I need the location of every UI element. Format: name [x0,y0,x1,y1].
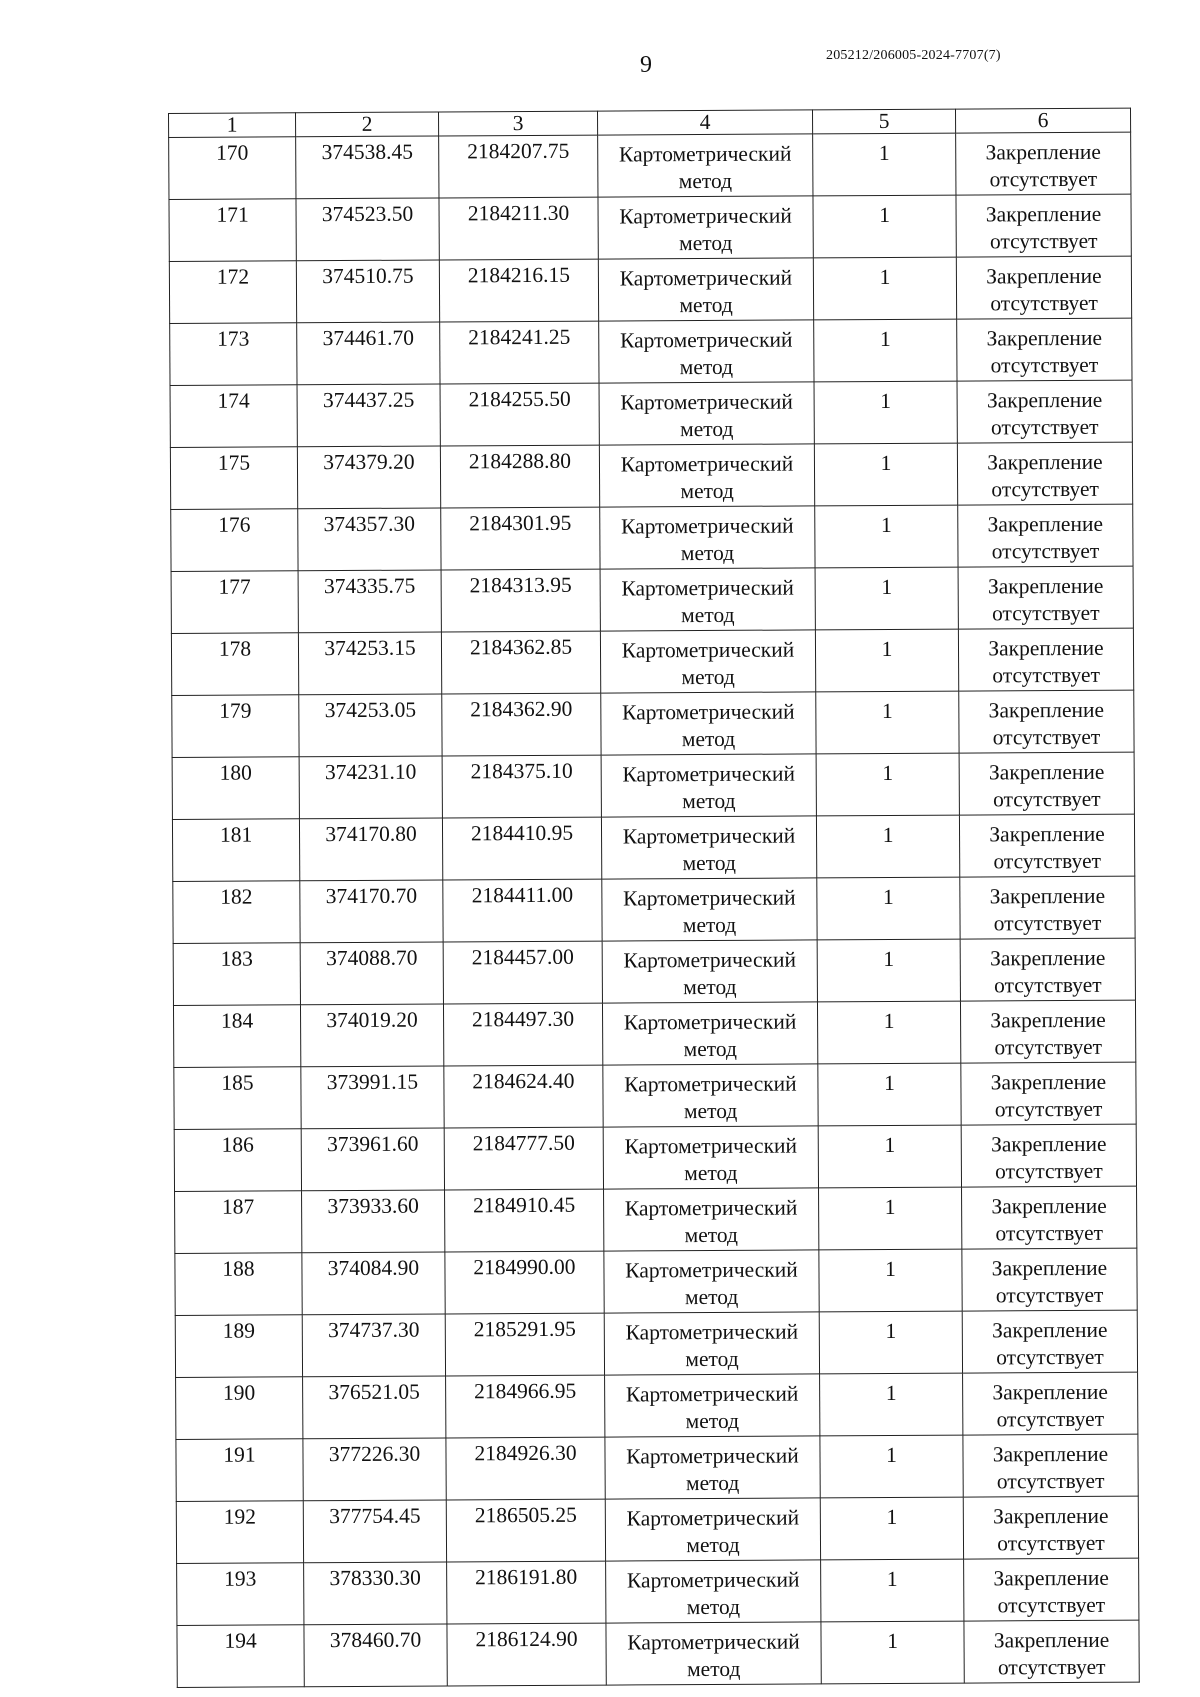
fixation-line-2: отсутствует [997,1530,1105,1556]
method-line-1: Картометрический [624,1071,797,1097]
method-line-2: метод [680,540,735,566]
fixation-line-2: отсутствует [996,1406,1105,1432]
coordinate-y: 2184211.30 [439,197,598,260]
fixation-cell [963,1372,1138,1435]
table-row [173,938,1135,1005]
coordinate-x: 374379.20 [297,446,440,509]
coordinate-x: 374088.70 [300,942,443,1005]
column-header-6: 6 [955,108,1130,133]
fixation-cell [960,876,1135,939]
accuracy-value: 1 [815,505,958,568]
column-header-3: 3 [438,111,597,136]
fixation-cell [962,1248,1137,1311]
coordinate-x: 374523.50 [296,198,439,261]
fixation-line-1: Закрепление [986,387,1103,413]
coordinate-y: 2184410.95 [442,817,601,880]
fixation-cell [960,938,1135,1001]
method-cell [602,878,817,941]
fixation-line-1: Закрепление [987,449,1103,475]
point-number: 190 [176,1377,303,1440]
fixation-line-1: Закрепление [987,573,1104,599]
method-line-2: метод [678,168,733,194]
table-row [176,1372,1138,1439]
method-cell [605,1498,820,1561]
accuracy-value: 1 [814,319,957,382]
method-cell [600,630,815,693]
fixation-line-1: Закрепление [991,1255,1108,1281]
method-cell [601,754,816,817]
accuracy-value: 1 [816,691,959,754]
coordinate-x: 374253.05 [299,694,442,757]
fixation-line-1: Закрепление [992,1379,1108,1405]
method-line-2: метод [685,1470,740,1496]
coordinate-y: 2184301.95 [441,507,600,570]
method-line-2: метод [683,1036,737,1062]
accuracy-value: 1 [817,877,960,940]
accuracy-value: 1 [813,195,956,258]
point-number: 181 [172,819,299,882]
method-cell [606,1560,821,1623]
accuracy-value: 1 [819,1311,962,1374]
method-cell [604,1188,819,1251]
method-line-1: Картометрический [622,699,795,725]
method-line-1: Картометрический [619,265,793,291]
method-cell [598,134,813,197]
fixation-line-2: отсутствует [997,1592,1106,1618]
fixation-cell [960,1000,1135,1063]
method-line-2: метод [680,478,734,504]
point-number: 183 [173,943,300,1006]
accuracy-value: 1 [816,815,959,878]
accuracy-value: 1 [819,1249,962,1312]
fixation-line-2: отсутствует [997,1654,1106,1680]
table-row [173,1000,1135,1067]
fixation-line-2: отсутствует [995,1220,1104,1246]
method-line-2: метод [682,912,737,938]
point-number: 174 [170,385,297,448]
fixation-line-1: Закрепление [993,1627,1110,1653]
method-line-1: Картометрический [619,203,792,229]
column-header-1: 1 [169,113,296,138]
coordinate-y: 2184362.85 [441,631,600,694]
accuracy-value: 1 [818,1063,961,1126]
method-line-2: метод [686,1594,741,1620]
method-line-2: метод [685,1346,739,1372]
fixation-line-2: отсутствует [989,166,1098,192]
method-cell [601,692,816,755]
table-row [177,1620,1139,1687]
coordinate-y: 2184777.50 [444,1127,603,1190]
table-row [176,1434,1138,1501]
fixation-line-2: отсутствует [990,414,1099,440]
fixation-cell [962,1310,1137,1373]
fixation-line-2: отсутствует [996,1344,1104,1370]
fixation-line-1: Закрепление [992,1441,1109,1467]
fixation-cell [964,1558,1139,1621]
coordinate-x: 374737.30 [302,1314,445,1377]
method-cell [603,1064,818,1127]
coordinate-y: 2184926.30 [446,1437,605,1500]
table-row [170,442,1132,509]
method-line-2: метод [683,974,737,1000]
coordinate-y: 2184966.95 [446,1375,605,1438]
point-number: 170 [169,137,296,200]
fixation-line-1: Закрепление [991,1131,1107,1157]
method-line-1: Картометрический [626,1443,799,1469]
method-line-2: метод [683,1098,738,1124]
fixation-line-1: Закрепление [987,511,1104,537]
fixation-line-2: отсутствует [991,538,1100,564]
coordinate-x: 378460.70 [304,1624,447,1687]
coordinate-x: 374231.10 [299,756,442,819]
fixation-line-2: отсутствует [992,786,1101,812]
method-cell [600,568,815,631]
coordinate-y: 2184910.45 [445,1189,604,1252]
fixation-cell [957,442,1132,505]
point-number: 188 [175,1253,302,1316]
table-row [172,814,1134,881]
fixation-line-2: отсутствует [991,476,1099,502]
column-header-5: 5 [812,109,955,134]
fixation-cell [963,1434,1138,1497]
point-number: 176 [171,509,298,572]
coordinate-y: 2184624.40 [444,1065,603,1128]
table-row [172,752,1134,819]
coordinate-y: 2186124.90 [447,1623,606,1686]
coordinate-y: 2184207.75 [439,135,598,198]
fixation-line-1: Закрепление [990,1007,1106,1033]
coordinate-y: 2186505.25 [446,1499,605,1562]
table-body [169,132,1140,1687]
table-row [176,1496,1138,1563]
fixation-cell [959,752,1134,815]
table-row [171,566,1133,633]
table-row [174,1124,1136,1191]
table-row [169,256,1131,323]
table-row [175,1186,1137,1253]
table-row [177,1558,1139,1625]
coordinate-x: 374170.70 [300,880,443,943]
point-number: 175 [170,447,297,510]
fixation-line-2: отсутствует [993,910,1102,936]
method-line-2: метод [679,354,734,380]
fixation-line-1: Закрепление [986,263,1102,289]
coordinate-x: 374335.75 [298,570,441,633]
point-number: 171 [169,199,296,262]
coordinate-y: 2184497.30 [443,1003,602,1066]
fixation-line-2: отсутствует [994,1034,1103,1060]
fixation-cell [958,566,1133,629]
fixation-line-1: Закрепление [988,635,1104,661]
method-line-2: метод [679,292,733,318]
table-row [169,132,1131,199]
method-cell [604,1250,819,1313]
method-cell [602,940,817,1003]
fixation-line-1: Закрепление [989,883,1106,909]
method-cell [605,1374,820,1437]
method-cell [604,1312,819,1375]
fixation-line-1: Закрепление [985,139,1101,165]
method-line-1: Картометрический [625,1319,799,1345]
method-line-2: метод [682,850,736,876]
point-number: 193 [177,1563,304,1626]
column-header-4: 4 [597,110,812,135]
fixation-line-2: отсутствует [994,972,1102,998]
fixation-cell [961,1062,1136,1125]
coordinate-x: 374437.25 [297,384,440,447]
coordinate-y: 2184313.95 [441,569,600,632]
fixation-cell [956,256,1131,319]
fixation-line-2: отсутствует [989,228,1098,254]
coordinates-table [168,108,1140,1688]
table-row [175,1248,1137,1315]
fixation-line-1: Закрепление [993,1565,1109,1591]
coordinate-x: 374461.70 [297,322,440,385]
fixation-line-1: Закрепление [986,325,1103,351]
method-cell [602,1002,817,1065]
table-row [172,690,1134,757]
method-line-2: метод [681,602,735,628]
fixation-line-2: отсутствует [994,1096,1103,1122]
method-line-1: Картометрический [621,575,794,601]
method-line-1: Картометрический [619,327,793,353]
method-line-1: Картометрический [620,513,794,539]
coordinate-y: 2184255.50 [440,383,599,446]
document-reference: 205212/206005-2024-7707(7) [826,48,1001,63]
method-cell [599,320,814,383]
coordinate-y: 2184241.25 [440,321,599,384]
fixation-line-2: отсутствует [992,662,1101,688]
method-line-2: метод [684,1284,739,1310]
method-line-2: метод [681,726,736,752]
fixation-cell [963,1496,1138,1559]
accuracy-value: 1 [820,1373,963,1436]
fixation-line-2: отсутствует [991,600,1100,626]
accuracy-value: 1 [813,133,956,196]
accuracy-value: 1 [815,629,958,692]
coordinate-y: 2185291.95 [445,1313,604,1376]
fixation-cell [957,380,1132,443]
method-line-2: метод [680,416,734,442]
coordinate-y: 2184457.00 [443,941,602,1004]
coordinate-x: 373961.60 [301,1128,444,1191]
table-row [171,504,1133,571]
method-line-2: метод [684,1222,739,1248]
point-number: 180 [172,757,299,820]
accuracy-value: 1 [814,443,957,506]
coordinate-x: 374357.30 [298,508,441,571]
coordinate-x: 374253.15 [298,632,441,695]
fixation-cell [956,132,1131,195]
column-header-2: 2 [296,112,439,137]
method-line-2: метод [681,664,735,690]
fixation-line-2: отсутствует [993,848,1102,874]
accuracy-value: 1 [813,257,956,320]
method-line-1: Картометрический [624,1133,798,1159]
fixation-line-1: Закрепление [992,1317,1108,1343]
fixation-line-2: отсутствует [990,290,1098,316]
method-line-1: Картометрический [626,1505,800,1531]
method-cell [605,1436,820,1499]
point-number: 191 [176,1439,303,1502]
fixation-cell [957,318,1132,381]
point-number: 173 [170,323,297,386]
coordinate-y: 2184362.90 [442,693,601,756]
method-cell [599,382,814,445]
point-number: 179 [172,695,299,758]
point-number: 194 [177,1625,304,1688]
table-row [175,1310,1137,1377]
coordinate-x: 374510.75 [296,260,439,323]
table-row [170,380,1132,447]
accuracy-value: 1 [817,939,960,1002]
method-line-1: Картометрический [621,637,795,663]
point-number: 187 [175,1191,302,1254]
accuracy-value: 1 [815,567,958,630]
point-number: 192 [176,1501,303,1564]
coordinate-y: 2184375.10 [442,755,601,818]
accuracy-value: 1 [819,1187,962,1250]
table-row [173,876,1135,943]
method-line-1: Картометрический [622,823,796,849]
fixation-cell [964,1620,1139,1683]
point-number: 182 [173,881,300,944]
coordinate-x: 378330.30 [304,1562,447,1625]
page-number: 9 [640,52,652,78]
method-cell [603,1126,818,1189]
fixation-line-1: Закрепление [989,821,1105,847]
table-row [169,194,1131,261]
accuracy-value: 1 [818,1125,961,1188]
coordinate-y: 2184288.80 [440,445,599,508]
method-line-1: Картометрический [620,389,793,415]
point-number: 172 [169,261,296,324]
method-line-1: Картометрический [623,1009,797,1035]
coordinate-y: 2184990.00 [445,1251,604,1314]
point-number: 185 [174,1067,301,1130]
fixation-cell [958,628,1133,691]
method-cell [599,444,814,507]
coordinate-y: 2184216.15 [439,259,598,322]
method-line-2: метод [678,230,733,256]
method-line-1: Картометрический [627,1629,800,1655]
coordinate-x: 374084.90 [302,1252,445,1315]
fixation-line-2: отсутствует [995,1158,1103,1184]
point-number: 186 [174,1129,301,1192]
method-cell [598,258,813,321]
accuracy-value: 1 [817,1001,960,1064]
method-line-1: Картометрический [620,451,794,477]
coordinate-x: 373933.60 [302,1190,445,1253]
fixation-line-1: Закрепление [989,945,1106,971]
fixation-line-1: Закрепление [988,759,1105,785]
coordinate-x: 374019.20 [300,1004,443,1067]
table-row [170,318,1132,385]
fixation-cell [956,194,1131,257]
accuracy-value: 1 [820,1435,963,1498]
method-line-2: метод [684,1160,738,1186]
coordinate-y: 2186191.80 [447,1561,606,1624]
fixation-cell [958,504,1133,567]
fixation-line-2: отсутствует [995,1282,1104,1308]
accuracy-value: 1 [814,381,957,444]
accuracy-value: 1 [820,1497,963,1560]
fixation-line-2: отсутствует [996,1468,1105,1494]
fixation-cell [959,814,1134,877]
fixation-cell [961,1124,1136,1187]
fixation-line-1: Закрепление [988,697,1105,723]
method-cell [600,506,815,569]
method-line-1: Картометрический [625,1381,799,1407]
table-row [171,628,1133,695]
point-number: 177 [171,571,298,634]
coordinate-x: 377754.45 [303,1500,446,1563]
point-number: 178 [171,633,298,696]
fixation-line-1: Закрепление [990,1069,1107,1095]
fixation-cell [962,1186,1137,1249]
method-line-1: Картометрический [622,761,796,787]
method-line-2: метод [682,788,736,814]
method-cell [606,1622,821,1685]
fixation-line-2: отсутствует [990,352,1099,378]
fixation-line-1: Закрепление [991,1193,1107,1219]
coordinate-x: 374538.45 [296,136,439,199]
method-line-1: Картометрический [625,1257,798,1283]
accuracy-value: 1 [821,1559,964,1622]
coordinate-y: 2184411.00 [443,879,602,942]
point-number: 189 [175,1315,302,1378]
coordinate-x: 373991.15 [301,1066,444,1129]
method-line-1: Картометрический [626,1567,800,1593]
point-number: 184 [173,1005,300,1068]
fixation-line-1: Закрепление [993,1503,1109,1529]
method-line-2: метод [686,1656,741,1682]
method-line-1: Картометрический [618,141,792,167]
method-line-2: метод [686,1532,740,1558]
accuracy-value: 1 [821,1621,964,1684]
method-cell [601,816,816,879]
fixation-cell [959,690,1134,753]
table-row [174,1062,1136,1129]
accuracy-value: 1 [816,753,959,816]
coordinate-x: 376521.05 [303,1376,446,1439]
method-cell [598,196,813,259]
coordinate-x: 374170.80 [299,818,442,881]
method-line-2: метод [685,1408,740,1434]
fixation-line-1: Закрепление [985,201,1102,227]
coordinate-x: 377226.30 [303,1438,446,1501]
method-line-1: Картометрический [623,885,796,911]
method-line-1: Картометрический [623,947,797,973]
fixation-line-2: отсутствует [992,724,1101,750]
method-line-1: Картометрический [624,1195,798,1221]
coordinates-table-container [168,108,1139,1688]
